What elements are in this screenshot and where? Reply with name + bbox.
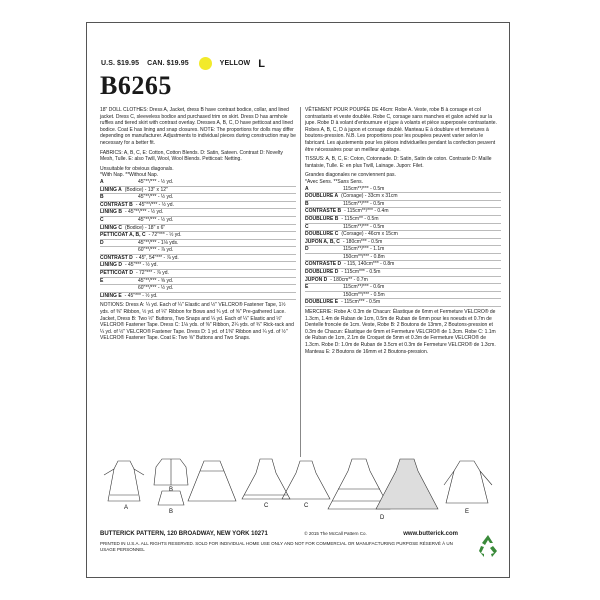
yardage-key: CONTRASTE D bbox=[305, 261, 342, 268]
yardage-row bbox=[305, 224, 501, 232]
yardage-value: - 72"*** - ⅞ yd. bbox=[135, 270, 169, 277]
label-c1: C bbox=[264, 503, 269, 509]
garment-line-drawings bbox=[100, 455, 498, 523]
yardage-value: - 115cm*** - 0.5m bbox=[341, 269, 381, 276]
yardage-key: D bbox=[100, 239, 104, 246]
yardage-key: PETTICOAT A, B, C bbox=[100, 232, 146, 239]
yardage-value: 150cm**/*** - 0.8m bbox=[343, 253, 385, 260]
yardage-key: JUPON A, B, C bbox=[305, 238, 340, 245]
yardage-value: - 72"*** - ½ yd. bbox=[148, 232, 182, 239]
yardage-value: 60"**/*** - ⅞ yd. bbox=[138, 247, 174, 254]
yardage-row bbox=[100, 209, 296, 217]
yardage-key: LINING B bbox=[100, 209, 122, 216]
yardage-value: (Corsage) - 33cm x 31cm bbox=[341, 193, 398, 200]
nap-note-fr: *Avec Sens. **Sans Sens. bbox=[305, 178, 363, 185]
dress-b-drawing bbox=[188, 461, 236, 501]
yardage-value: - 45"*** - ½ yd. bbox=[124, 292, 158, 299]
yardage-value: - 115cm**/*** - 0.4m bbox=[344, 208, 389, 215]
yardage-row bbox=[305, 208, 501, 216]
footer bbox=[100, 531, 498, 553]
dress-c-drawing bbox=[242, 459, 330, 499]
yardage-key bbox=[305, 254, 343, 261]
yardage-value: - 115cm** - 0.5m bbox=[341, 215, 379, 222]
yardage-key bbox=[100, 247, 138, 254]
us-price: U.S. $19.95 bbox=[101, 60, 140, 68]
yardage-row bbox=[305, 277, 501, 285]
column-divider bbox=[300, 107, 301, 457]
yardage-value: - 180cm*** - 0.5m bbox=[342, 238, 383, 245]
yardage-value: - 45"*** - ½ yd. bbox=[124, 262, 158, 269]
pattern-code: B6265 bbox=[100, 71, 172, 100]
yardage-row bbox=[100, 194, 296, 202]
label-d: D bbox=[380, 515, 385, 521]
yardage-key: E bbox=[305, 284, 309, 291]
english-column bbox=[100, 107, 296, 345]
unsuitable-fr: Grandes diagonales ne conviennent pas. bbox=[305, 172, 396, 179]
yardage-row bbox=[100, 285, 296, 293]
yardage-table-en bbox=[100, 179, 296, 301]
yardage-value: (Corsage) - 46cm x 15cm bbox=[341, 231, 398, 238]
yardage-key: B bbox=[305, 200, 309, 207]
yardage-row bbox=[305, 269, 501, 277]
yardage-value: 115cm**/*** - 0.5m bbox=[343, 223, 385, 230]
yardage-key: DOUBLURE D bbox=[305, 269, 339, 276]
yardage-row bbox=[305, 201, 501, 209]
yardage-value: 150cm**/*** - 0.5m bbox=[343, 291, 385, 298]
pattern-envelope-back bbox=[86, 22, 510, 578]
yardage-value: 115cm**/*** - 0.5m bbox=[343, 200, 385, 207]
yardage-row bbox=[305, 231, 501, 239]
label-b2: B bbox=[169, 509, 174, 515]
yardage-row bbox=[305, 186, 501, 194]
yardage-key: DOUBLURE C bbox=[305, 231, 339, 238]
yardage-value: 115cm**/*** - 0.6m bbox=[343, 284, 385, 291]
yardage-value: 45"**/*** - 1⅛ yds. bbox=[138, 239, 179, 246]
fabrics-en: FABRICS: A, B, C, E: Cotton, Cotton Blends. D: Satin, Sateen. Contrast D: Novelty Mesh, Tulle. E: also Twill, Wool, Wool Blends. Petticoat: Netting. bbox=[100, 149, 283, 163]
yardage-value: (Bodice) - 13" x 12" bbox=[124, 186, 168, 193]
yardage-key: C bbox=[100, 216, 104, 223]
yardage-row bbox=[100, 225, 296, 233]
jacket-b-drawing bbox=[154, 459, 188, 485]
yardage-row bbox=[305, 216, 501, 224]
yardage-row bbox=[305, 299, 501, 307]
yardage-key bbox=[305, 292, 343, 299]
yardage-value: 45"**/*** - ½ yd. bbox=[138, 178, 174, 185]
yardage-key: C bbox=[305, 223, 309, 230]
dress-b-back-drawing bbox=[158, 491, 184, 505]
yardage-key: DOUBLURE B bbox=[305, 215, 339, 222]
yardage-key: CONTRASTE B bbox=[305, 208, 342, 215]
yardage-row bbox=[100, 247, 296, 255]
yardage-row bbox=[100, 217, 296, 225]
dress-d-drawing bbox=[328, 459, 438, 509]
printed-notice: PRINTED IN U.S.A. ALL RIGHTS RESERVED. SOLD FOR INDIVIDUAL HOME USE ONLY AND NOT FOR COMMERCIAL OR MANUFACTURING PURPOSE RÉSERVÉ À UN USAGE PERSONNEL bbox=[100, 541, 453, 552]
yardage-row bbox=[100, 240, 296, 248]
yardage-row bbox=[305, 261, 501, 269]
yardage-key: CONTRAST B bbox=[100, 201, 133, 208]
label-c2: C bbox=[304, 503, 309, 509]
yardage-key bbox=[100, 285, 138, 292]
yardage-row bbox=[100, 232, 296, 240]
size-label: L bbox=[258, 57, 266, 70]
yardage-row bbox=[305, 254, 501, 262]
yardage-key: B bbox=[100, 194, 104, 201]
yardage-row bbox=[100, 293, 296, 301]
yardage-value: - 115cm*** - 0.5m bbox=[341, 299, 381, 306]
yardage-row bbox=[305, 284, 501, 292]
yardage-value: - 45"**/*** - ½ yd. bbox=[124, 209, 164, 216]
yardage-value: 115cm**/*** - 0.5m bbox=[343, 185, 385, 192]
label-a: A bbox=[124, 505, 129, 511]
yardage-row bbox=[305, 292, 501, 300]
yardage-value: - 180cm** - 0.7m bbox=[330, 276, 368, 283]
yardage-key: D bbox=[305, 246, 309, 253]
fabrics-fr: TISSUS: A, B, C, E: Coton, Cotonnade. D: Satin, Satin de coton. Contraste D: Maille fantaisie, Tulle. E: en plus Twill, Lainage. Jupon: Filet. bbox=[305, 156, 492, 169]
can-price: CAN. $19.95 bbox=[147, 60, 189, 68]
yardage-row bbox=[100, 179, 296, 187]
yardage-key: JUPON D bbox=[305, 276, 328, 283]
yardage-value: (Bodice) - 18" x 6" bbox=[124, 224, 166, 231]
copyright: © 2015 The McCall Pattern Co. bbox=[304, 531, 367, 536]
yardage-row bbox=[100, 187, 296, 195]
unsuitable-en: Unsuitable for obvious diagonals. bbox=[100, 165, 174, 172]
recycle-icon bbox=[475, 533, 501, 559]
yardage-value: 45"**/*** - ½ yd. bbox=[138, 194, 174, 201]
yardage-row bbox=[100, 262, 296, 270]
yardage-value: - 45", 54"*** - ⅞ yd. bbox=[135, 254, 179, 261]
yardage-table-fr bbox=[305, 186, 501, 308]
notions-en: NOTIONS: Dress A: ¼ yd. Each of ¼" Elastic and ½" VELCRO® Fastener Tape, 1½ yds. of ⅜" Ribbon, ½ yd. of ¼" Ribbon for Bows and ¾ yd. of ⅝" Pre-gathered Lace. Jacket, Dress B: Two ½" Buttons, Two Snaps and ¼ yd. Each of ¼" Elastic and ½" VELCRO® Fastener Tape. Dress C: 1⅛ yds. of ⅜" Ribbon, 2¼ yds. of ¾" Rick-rack and ¼ yd. of ½" VELCRO® Fastener Tape. Dress D: 1 yd. of 1⅜" Ribbon and ¼ yd. of ½" VELCRO® Fastener Tape. Coat E: Two ⅝" Buttons and Two Snaps. bbox=[100, 302, 294, 342]
address: BUTTERICK PATTERN, 120 BROADWAY, NEW YORK 10271 bbox=[100, 531, 268, 537]
yardage-row bbox=[100, 270, 296, 278]
yardage-row bbox=[100, 278, 296, 286]
yardage-key: A bbox=[305, 185, 309, 192]
yardage-key: LINING D bbox=[100, 262, 122, 269]
price-row bbox=[101, 57, 271, 70]
yardage-key: DOUBLURE A bbox=[305, 193, 339, 200]
yardage-key: DOUBLURE E bbox=[305, 299, 339, 306]
yardage-row bbox=[305, 246, 501, 254]
yardage-value: 45"**/*** - ½ yd. bbox=[138, 216, 174, 223]
description-en: 18" DOLL CLOTHES: Dress A, Jacket, dress B have contrast bodice, collar, and lined jacket. Dress C, sleeveless bodice and purchased trim on skirt. Dress D has armhole ruffles and tiered skirt with contrast overlay. Dresses A, B, C, D have petticoat and lined bodice. Coat E has lining and snap closures. NOTE: The proportions for dolls may differ depending on manufacturer. Adjustments to individual pieces during construction may be necessary for a better fit. bbox=[100, 107, 296, 146]
yardage-row bbox=[305, 239, 501, 247]
yardage-key: LINING C bbox=[100, 224, 122, 231]
yardage-value: - 115, 140cm*** - 0.8m bbox=[344, 261, 395, 268]
yardage-value: 60"**/*** - ½ yd. bbox=[138, 285, 174, 292]
yardage-key: CONTRAST D bbox=[100, 254, 133, 261]
description-fr: VÊTEMENT POUR POUPÉE DE 46cm: Robe A. Veste, robe B à corsage et col contrastants et veste doublée. Robe C, corsage sans manches et galon achéd sur la jupe. Robe D à volant d'entournure et jupe à volants et pièce superposée contrastante. Robes A, B, C, D à jupon et corsage doublé. Manteau E à doublure et fermetures à boutons-pression. N.B. Les proportions pour les poupées peuvent varier selon le fabricant. Les ajustements pour les pièces individuelles pendant la confection peuvent être nécessaires pour un meilleur ajustage. bbox=[305, 107, 497, 153]
yardage-key: LINING A bbox=[100, 186, 122, 193]
yellow-dot-icon bbox=[199, 57, 212, 70]
yardage-key: PETTICOAT D bbox=[100, 270, 133, 277]
yardage-value: 45"**/*** - ⅝ yd. bbox=[138, 277, 174, 284]
label-e: E bbox=[465, 509, 470, 515]
yardage-key: LINING E bbox=[100, 292, 122, 299]
yardage-key: E bbox=[100, 277, 104, 284]
yardage-row bbox=[305, 193, 501, 201]
label-b1: B bbox=[169, 487, 174, 493]
yardage-value: 115cm**/*** - 1.1m bbox=[343, 246, 385, 253]
yardage-value: - 45"**/*** - ½ yd. bbox=[135, 201, 174, 208]
dress-a-drawing bbox=[104, 461, 144, 501]
notions-fr: MERCERIE: Robe A: 0.3m de Chacun: Élastique de 6mm et Fermeture VELCRO® de 1.3cm, 1.4m de Ruban de 1cm, 0.5m de Ruban de 6mm pour les noeuds et 0.7m de Dentelle froncée de 1cm. Veste, Robe B: 2 Boutons de 13mm, 2 Boutons-pression et 0.3m de Chacun: Élastique de 6mm et Fermeture VELCRO® de 1.3cm. Robe C: 1.1m de Ruban de 1cm, 2.1m de Croquet de 5mm et 0.3m de Fermeture VELCRO® de 1.3cm. Robe D: 1.0m de Ruban de 3.5cm et 0.3m de Fermeture VELCRO® de 1.3cm. Manteau E: 2 Boutons de 16mm et 2 Boutons-pression. bbox=[305, 309, 496, 355]
nap-note-en: *With Nap. **Without Nap. bbox=[100, 172, 159, 179]
color-label: YELLOW bbox=[219, 60, 251, 68]
yardage-key: A bbox=[100, 178, 104, 185]
website-link[interactable]: www.butterick.com bbox=[403, 531, 458, 537]
coat-e-drawing bbox=[444, 461, 492, 503]
french-column bbox=[305, 107, 501, 358]
